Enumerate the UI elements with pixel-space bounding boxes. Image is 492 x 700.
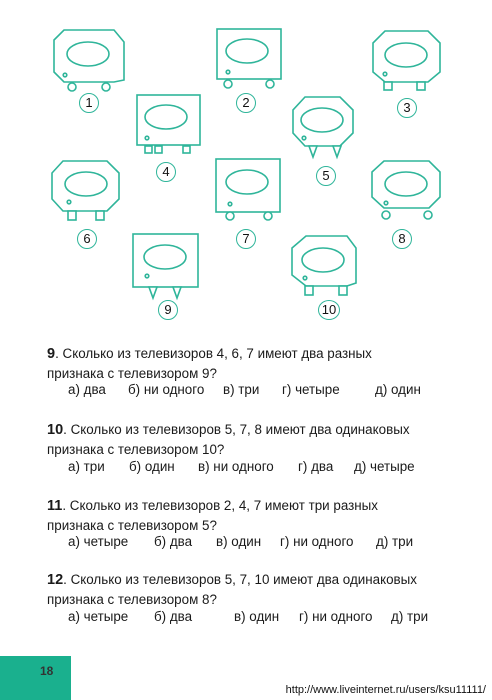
question-text-line2: признака с телевизором 5? (47, 518, 217, 533)
footer-url[interactable]: http://www.liveinternet.ru/users/ksu11111/ (285, 684, 486, 696)
tv-1 (54, 30, 124, 91)
question-text-line2: признака с телевизором 9? (47, 366, 217, 381)
option-b: б) ни одного (128, 382, 205, 397)
tv-label-9: 9 (158, 300, 178, 320)
tv-label-1: 1 (79, 93, 99, 113)
question-number: 10 (47, 422, 64, 438)
question-10 (47, 420, 457, 459)
question-text: . Сколько из телевизоров 4, 6, 7 имеют два разных (55, 346, 372, 361)
option-c: в) один (234, 609, 280, 624)
tv-8 (372, 161, 440, 219)
option-e: д) один (375, 382, 421, 397)
question-text-line2: признака с телевизором 10? (47, 442, 225, 457)
option-d: г) четыре (282, 382, 340, 397)
question-text: . Сколько из телевизоров 2, 4, 7 имеют три разных (62, 498, 378, 513)
question-number: 12 (47, 572, 64, 588)
tv-label-2: 2 (236, 93, 256, 113)
question-text: . Сколько из телевизоров 5, 7, 10 имеют два одинаковых (63, 572, 417, 587)
page-number: 18 (40, 664, 54, 678)
tv-label-10: 10 (318, 300, 340, 320)
tv-label-8: 8 (392, 229, 412, 249)
tv-7 (216, 159, 280, 220)
option-b: б) один (129, 459, 175, 474)
question-number: 9 (47, 346, 56, 362)
tv-label-5: 5 (316, 166, 336, 186)
option-b: б) два (154, 609, 193, 624)
tv-figures (0, 0, 492, 330)
tv-2 (217, 29, 281, 88)
question-text-line2: признака с телевизором 8? (47, 592, 217, 607)
option-e: д) три (376, 534, 414, 549)
option-d: г) ни одного (299, 609, 373, 624)
option-e: д) четыре (354, 459, 415, 474)
option-d: г) два (298, 459, 334, 474)
tv-label-6: 6 (77, 229, 97, 249)
option-a: а) два (68, 382, 106, 397)
option-c: в) три (223, 382, 260, 397)
tv-6 (52, 161, 119, 220)
option-b: б) два (154, 534, 193, 549)
question-text: . Сколько из телевизоров 5, 7, 8 имеют два одинаковых (63, 422, 410, 437)
option-e: д) три (391, 609, 429, 624)
option-a: а) четыре (68, 609, 129, 624)
question-11 (47, 496, 457, 535)
tv-10 (292, 236, 356, 295)
question-12 (47, 570, 457, 609)
tv-5 (293, 97, 353, 157)
option-c: в) ни одного (198, 459, 274, 474)
tv-9 (133, 234, 198, 298)
tv-label-7: 7 (236, 229, 256, 249)
tv-label-3: 3 (397, 98, 417, 118)
tv-label-4: 4 (156, 162, 176, 182)
option-a: а) четыре (68, 534, 129, 549)
option-d: г) ни одного (280, 534, 354, 549)
page-number-strip (0, 656, 71, 700)
tv-4 (137, 95, 200, 153)
question-9 (47, 344, 457, 383)
option-c: в) один (216, 534, 262, 549)
tv-drawings (0, 0, 492, 330)
tv-3 (373, 31, 440, 90)
option-a: а) три (68, 459, 105, 474)
question-number: 11 (47, 498, 63, 514)
